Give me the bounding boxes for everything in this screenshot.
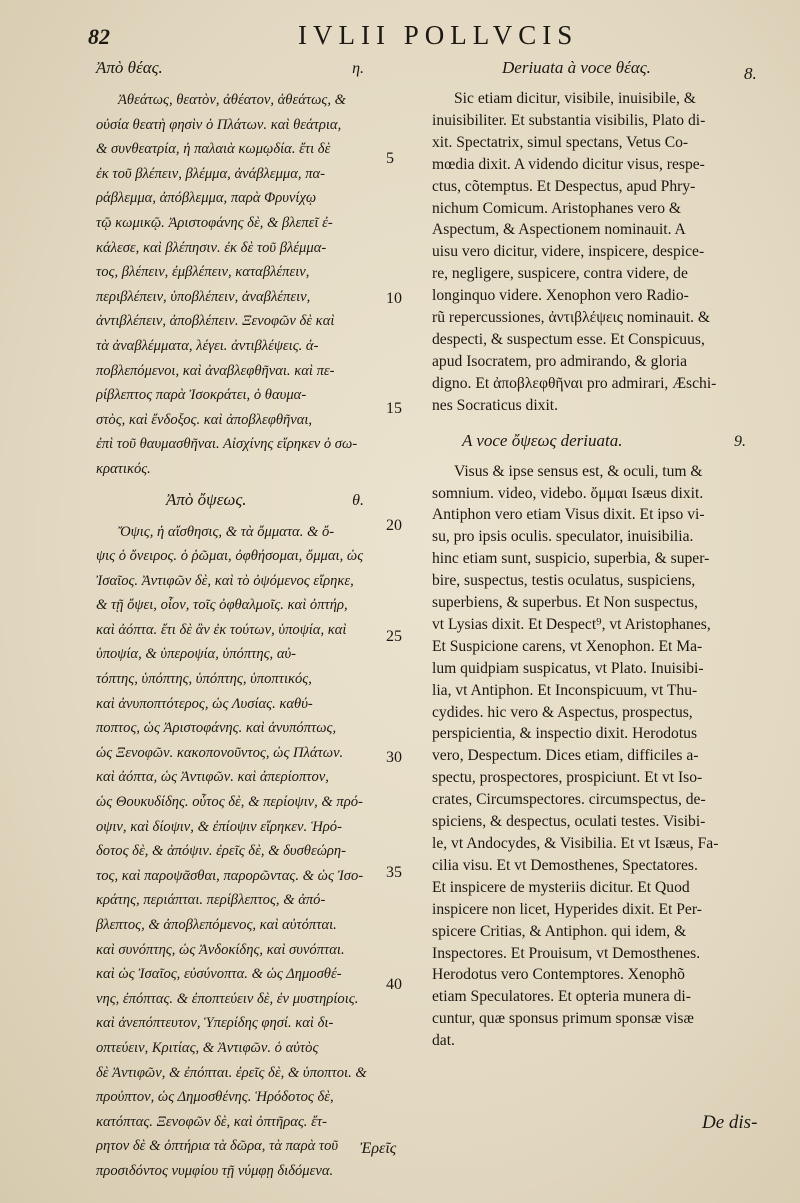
text-line: στὸς, καὶ ἔνδοξος. καὶ ἀποβλεφθῆναι, <box>96 411 313 428</box>
text-line: ἐπὶ τοῦ θαυμασθῆναι. Αἰσχίνης εἴρηκεν ὁ σω- <box>96 436 358 453</box>
text-line: Antiphon vero etiam Visus dixit. Et ipso vi- <box>432 506 705 524</box>
latin-catchword: De dis- <box>702 1112 758 1133</box>
text-line: οὐσία θεατὴ φησὶν ὁ Πλάτων. καὶ θεάτρια, <box>96 116 342 133</box>
text-line: κάλεσε, καὶ βλέπησιν. ἐκ δὲ τοῦ βλέμμα- <box>96 239 327 256</box>
margin-line-number: 5 <box>386 150 394 167</box>
text-line: τος, καὶ παροψᾶσθαι, παρορῶντας. & ὡς Ἰσο- <box>96 867 364 884</box>
text-line: ράβλεμμα, ἀπόβλεμμα, παρὰ Φρυνίχῳ <box>96 190 317 207</box>
text-line: τος, βλέπειν, ἐμβλέπειν, καταβλέπειν, <box>96 264 310 281</box>
text-line: ἐκ τοῦ βλέπειν, βλέμμα, ἀνάβλεμμα, πα- <box>96 165 326 182</box>
text-line: κρατικός. <box>96 460 151 477</box>
greek-section-1-text <box>96 88 386 482</box>
text-line: le, vt Andocydes, & Visibilia. Et vt Isæus, Fa- <box>432 835 719 852</box>
text-line: inuisibiliter. Et substantia visibilis, Plato di- <box>432 111 706 129</box>
greek-section-1-title: Ἀπὸ θέας. <box>96 58 163 77</box>
latin-section-2-text <box>432 461 768 1052</box>
text-line: τὰ ἀναβλέμματα, λέγει. ἀντιβλέψεις. ἀ- <box>96 337 319 354</box>
latin-section-1-title: Deriuata à voce θέας. <box>502 58 651 77</box>
text-line: & συνθεατρία, ἡ παλαιὰ κωμῳδία. ἔτι δὲ <box>96 141 331 158</box>
text-line: etiam Speculatores. Et opteria munera di- <box>432 988 691 1006</box>
text-line: xit. Spectatrix, simul spectans, Vetus Co- <box>432 133 689 151</box>
text-line: cilia visu. Et vt Demosthenes, Spectatores. <box>432 856 698 874</box>
text-line: Ἀθεάτως, θεατὸν, ἀθέατον, ἀθεάτως, & <box>118 92 346 108</box>
latin-column <box>432 58 768 1052</box>
text-line: καὶ συνόπτης, ὡς Ἀνδοκίδης, καὶ συνόπται. <box>96 941 345 958</box>
text-line: & τῇ ὄψει, οἷον, τοῖς ὀφθαλμοῖς. καὶ ὀπτήρ, <box>96 597 348 614</box>
margin-line-number: 30 <box>386 749 402 766</box>
text-line: dat. <box>432 1032 455 1050</box>
text-line: hinc etiam sunt, suspicio, superbia, & super- <box>432 550 710 568</box>
text-line: despecti, & suspectum esse. Et Conspicuus, <box>432 330 705 348</box>
text-line: spiciens, & despectus, oculati testes. Visibi- <box>432 813 706 831</box>
text-line: δὲ Ἀντιφῶν, & ἐπόπται. ἐρεῖς δὲ, & ὑποπτοι. & <box>96 1064 367 1081</box>
text-line: ctus, cõtemptus. Et Despectus, apud Phry- <box>432 177 696 195</box>
greek-section-2-heading <box>96 490 386 514</box>
text-line: cydides. hic vero & Aspectus, prospectus, <box>432 703 693 721</box>
text-line: rũ repercussiones, ἀντιβλέψεις nominauit. & <box>432 309 710 327</box>
text-line: nichum Comicum. Aristophanes vero & <box>432 199 682 217</box>
text-line: ὡς Ξενοφῶν. κακοπονοῦντος, ὡς Πλάτων. <box>96 744 344 761</box>
text-line: longinquo videre. Xenophon vero Radio- <box>432 287 689 305</box>
margin-line-number: 10 <box>386 290 402 307</box>
corner-mark: 8. <box>744 64 757 83</box>
text-line: vt Lysias dixit. Et Despect⁹, vt Aristophanes, <box>432 615 711 633</box>
text-line: Aspectum, & Aspectionem nominauit. A <box>432 221 686 239</box>
text-line: νης, ἐπόπτας. & ἐποπτεύειν δὲ, ἐν μυστηρίοις. <box>96 990 359 1007</box>
text-line: προὐπτον, ὡς Δημοσθένης. Ἡρόδοτος δὲ, <box>96 1089 334 1106</box>
text-line: κατόπτας. Ξενοφῶν δὲ, καὶ ὀπτῆρας. ἔτ- <box>96 1113 327 1130</box>
text-line: lum quidpiam suspicatus, vt Plato. Inuisibi- <box>432 659 704 677</box>
text-line: καὶ ὡς Ἰσαῖος, εὐσύνοπτα. & ὡς Δημοσθέ- <box>96 966 342 983</box>
text-line: βλεπτος, & ἀποβλεπόμενος, καὶ αὐτόπται. <box>96 917 337 933</box>
margin-line-number: 20 <box>386 517 402 534</box>
text-line: περιβλέπειν, ὑποβλέπειν, ἀναβλέπειν, <box>96 288 311 305</box>
text-line: lia, vt Antiphon. Et Inconspicuum, vt Thu- <box>432 681 698 699</box>
text-line: uisu vero dicitur, videre, inspicere, despice- <box>432 243 705 261</box>
latin-section-2-title: A voce ὄψεως deriuata. <box>462 430 623 450</box>
text-line: προσιδόντος νυμφίου τῇ νύμφῃ διδόμενα. <box>96 1162 334 1179</box>
margin-line-numbers <box>386 0 426 1203</box>
text-line: superbiens, & superbus. Et Non suspectus, <box>432 594 698 612</box>
text-line: Ὄψις, ἡ αἴσθησις, & τὰ ὄμματα. & ὄ- <box>118 523 335 540</box>
text-line: apud Isocratem, pro admirando, & gloria <box>432 352 688 370</box>
latin-section-1-heading <box>432 58 768 82</box>
text-line: οπτεύειν, Κριτίας, & Ἀντιφῶν. ὁ αὐτὸς <box>96 1039 319 1056</box>
running-title: IVLII POLLVCIS <box>298 20 579 50</box>
greek-section-1-number: η. <box>352 60 364 77</box>
text-line: re, negligere, suspicere, contra videre, de <box>432 265 688 283</box>
text-line: καὶ ἀόπτα, ὡς Ἀντιφῶν. καὶ ἀπερίοπτον, <box>96 769 329 786</box>
text-line: ρίβλεπτος παρὰ Ἰσοκράτει, ὁ θαυμα- <box>96 387 307 404</box>
text-line: Et inspicere de mysteriis dicitur. Et Quod <box>432 878 690 896</box>
margin-line-number: 35 <box>386 864 402 881</box>
text-line: ὑποψία, & ὑπεροψία, ὑπόπτης, αὐ- <box>96 646 297 663</box>
text-line: Herodotus vero Contemptores. Xenophõ <box>432 966 685 984</box>
text-line: somnium. video, videbo. ὄμμαι Isæus dixit. <box>432 484 704 502</box>
page-header <box>88 18 778 58</box>
greek-section-2-number: θ. <box>352 491 364 509</box>
text-line: Et Suspicione carens, vt Xenophon. Et Ma- <box>432 637 703 655</box>
folio-number: 82 <box>88 24 110 49</box>
latin-section-2-number: 9. <box>734 432 746 450</box>
text-line: spicere Critias, & Antiphon. qui idem, & <box>432 922 687 940</box>
text-line: Inspectores. Et Prouisum, vt Demosthenes. <box>432 944 701 962</box>
text-line: perspicientia, & inspectio dixit. Herodotus <box>432 725 698 743</box>
text-line: Sic etiam dicitur, visibile, inuisibile, & <box>454 90 696 107</box>
greek-section-1-heading <box>96 58 386 82</box>
text-line: su, pro ipsis oculis. speculator, inuisibilia. <box>432 528 694 546</box>
text-line: ποπτος, ὡς Ἀριστοφάνης. καὶ ἀνυπόπτως, <box>96 720 337 737</box>
text-line: κράτης, περιάπται. περίβλεπτος, & ἀπό- <box>96 892 326 909</box>
text-line: καὶ ἀνυποπτότερος, ὡς Λυσίας. καθύ- <box>96 695 313 712</box>
text-line: digno. Et ἀποβλεφθῆναι pro admirari, Æschi- <box>432 374 717 392</box>
text-line: crates, Circumspectores. circumspectus, de- <box>432 791 706 809</box>
text-line: spectu, prospectores, prospiciunt. Et vt Iso- <box>432 769 703 787</box>
latin-section-2-heading <box>432 431 768 455</box>
text-line: καὶ ἀόπτα. ἔτι δὲ ἂν ἐκ τούτων, ὑποψία, καὶ <box>96 621 347 638</box>
text-line: ψις ὁ ὄνειρος. ὁ ῥῶμαι, ὀφθήσομαι, ὄμμαι, ὡς <box>96 548 364 565</box>
text-line: Ἰσαῖος. Ἀντιφῶν δὲ, καὶ τὸ ὀψόμενος εἴρηκε, <box>96 572 354 589</box>
margin-line-number: 40 <box>386 976 402 993</box>
text-line: ρητον δὲ & ὀπτήρια τὰ δῶρα, τὰ παρὰ τοῦ <box>96 1138 339 1155</box>
text-line: cuntur, quæ sponsus primum sponsæ visæ <box>432 1010 694 1028</box>
latin-section-1-text <box>432 88 768 417</box>
text-line: Visus & ipse sensus est, & oculi, tum & <box>454 462 703 480</box>
text-line: ὡς Θουκυδίδης. οὗτος δὲ, & περίοψιν, & πρό- <box>96 794 363 811</box>
margin-line-number: 25 <box>386 628 402 645</box>
text-line: mœdia dixit. A videndo dicitur visus, respe- <box>432 155 705 173</box>
text-line: οψιν, καὶ δίοψιν, & ἐπίοψιν εἴρηκεν. Ἡρό- <box>96 818 342 835</box>
text-line: nes Socraticus dixit. <box>432 396 559 414</box>
text-line: ποβλεπόμενοι, καὶ ἀναβλεφθῆναι. καὶ πε- <box>96 362 335 379</box>
text-line: ἀντιβλέπειν, ἀποβλέπειν. Ξενοφῶν δὲ καὶ <box>96 313 335 330</box>
text-line: τῷ κωμικῷ. Ἀριστοφάνης δὲ, & βλεπεῖ ἐ- <box>96 214 333 231</box>
margin-line-number: 15 <box>386 400 402 417</box>
greek-catchword: Ἐρεῖς <box>360 1140 397 1157</box>
greek-section-2-text <box>96 520 386 1184</box>
text-line: καὶ ἀνεπόπτευτον, Ὑπερίδης φησί. καὶ δι- <box>96 1015 334 1032</box>
text-line: τόπτης, ὑπόπτης, ὑπόπτης, ὑποπτικός, <box>96 671 312 688</box>
text-line: bire, suspectus, testis oculatus, suspiciens, <box>432 572 696 590</box>
greek-section-2-title: Ἀπὸ ὄψεως. <box>166 489 247 509</box>
text-line: δοτος δὲ, & ἀπόψιν. ἐρεῖς δὲ, & δυσθεώρη- <box>96 843 347 860</box>
text-line: inspicere non licet, Hyperides dixit. Et Per- <box>432 900 702 918</box>
text-line: vero, Despectum. Dices etiam, difficiles a- <box>432 747 699 765</box>
greek-column <box>96 58 386 1184</box>
